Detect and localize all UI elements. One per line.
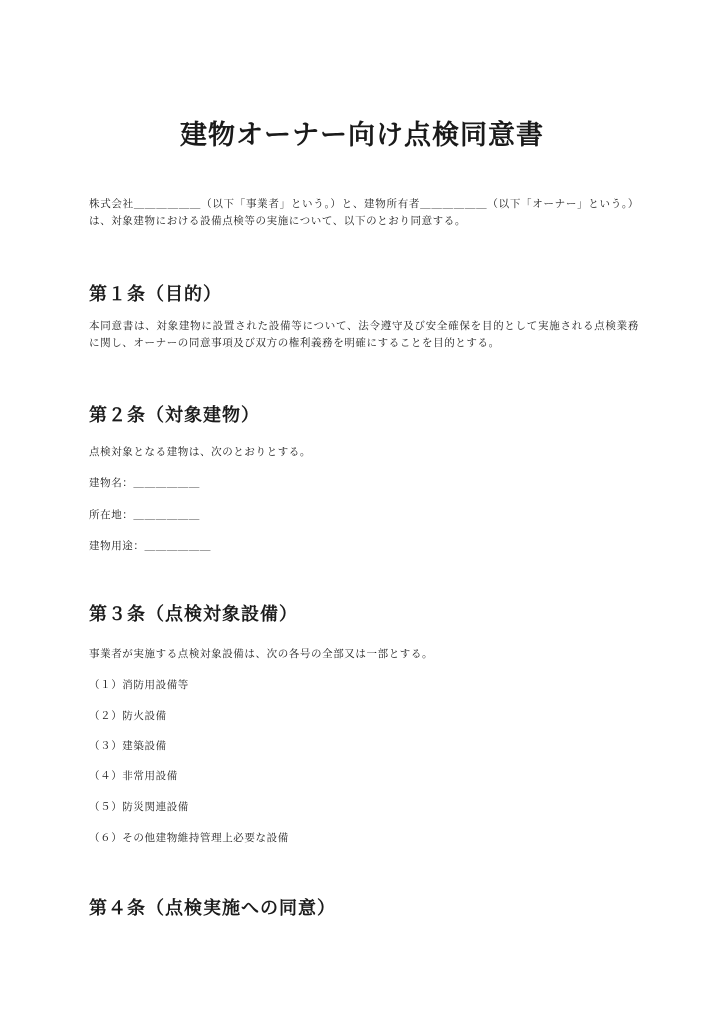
list-item: （６）その他建物維持管理上必要な設備 xyxy=(89,832,289,844)
article-2-heading: 第２条（対象建物） xyxy=(89,405,260,426)
field-building-name: 建物名：＿＿＿＿＿＿ xyxy=(89,477,200,489)
list-item: （１）消防用設備等 xyxy=(89,679,189,691)
list-item: （４）非常用設備 xyxy=(89,770,178,782)
article-3-intro: 事業者が実施する点検対象設備は、次の各号の全部又は一部とする。 xyxy=(89,648,434,660)
field-building-use: 建物用途：＿＿＿＿＿＿ xyxy=(89,540,212,552)
article-3-heading: 第３条（点検対象設備） xyxy=(89,604,298,625)
article-1-body: 本同意書は、対象建物に設置された設備等について、法令遵守及び安全確保を目的として実施される点検業務に関し、オーナーの同意事項及び双方の権利義務を明確にすることを目的とする。 xyxy=(89,320,639,349)
document-title: 建物オーナー向け点検同意書 xyxy=(180,120,544,151)
preamble: 株式会社＿＿＿＿＿＿（以下「事業者」という。）と、建物所有者＿＿＿＿＿＿（以下「オーナー」という。）は、対象建物における設備点検等の実施について、以下のとおり同意する。 xyxy=(89,198,639,227)
list-item: （２）防火設備 xyxy=(89,710,167,722)
list-item: （５）防災関連設備 xyxy=(89,801,189,813)
article-2-intro: 点検対象となる建物は、次のとおりとする。 xyxy=(89,446,311,458)
field-address: 所在地：＿＿＿＿＿＿ xyxy=(89,509,200,521)
article-4-heading: 第４条（点検実施への同意） xyxy=(89,898,336,919)
list-item: （３）建築設備 xyxy=(89,740,167,752)
article-1-heading: 第１条（目的） xyxy=(89,284,222,305)
